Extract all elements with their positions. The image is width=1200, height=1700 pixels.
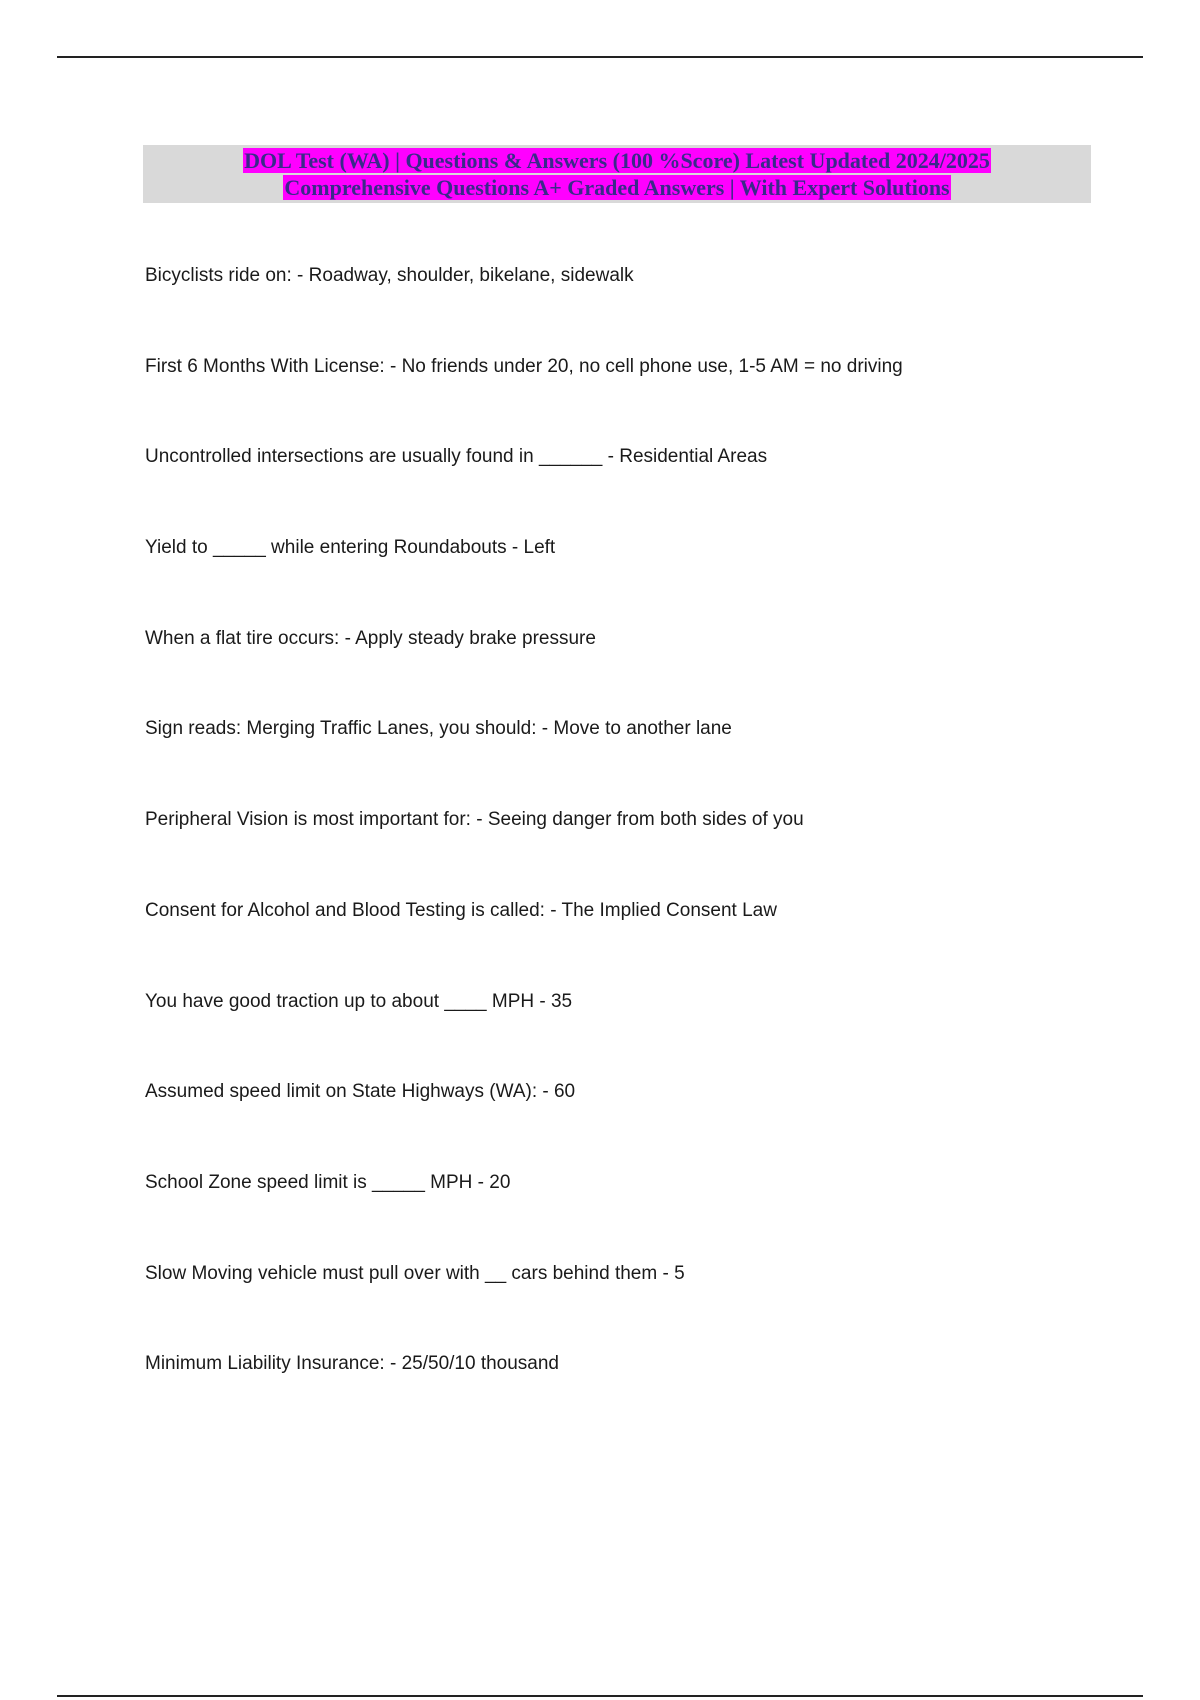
top-rule [57, 56, 1143, 58]
qa-item: Bicyclists ride on: - Roadway, shoulder, bikelane, sidewalk [145, 265, 634, 286]
bottom-rule [57, 1695, 1143, 1697]
qa-item: Peripheral Vision is most important for: - Seeing danger from both sides of you [145, 809, 804, 831]
qa-item: Sign reads: Merging Traffic Lanes, you should: - Move to another lane [145, 718, 732, 740]
qa-item: Yield to _____ while entering Roundabouts - Left [145, 537, 556, 559]
qa-item: Slow Moving vehicle must pull over with __ cars behind them - 5 [145, 1262, 685, 1284]
qa-item: When a flat tire occurs: - Apply steady brake pressure [145, 627, 596, 649]
qa-item: School Zone speed limit is _____ MPH - 20 [145, 1171, 511, 1193]
title-line-1: DOL Test (WA) | Questions & Answers (100 %Score) Latest Updated 2024/2025 [244, 148, 990, 173]
qa-item: First 6 Months With License: - No friends under 20, no cell phone use, 1-5 AM = no driving [145, 355, 903, 377]
qa-item: Uncontrolled intersections are usually found in ______ - Residential Areas [145, 446, 768, 468]
qa-item: Consent for Alcohol and Blood Testing is called: - The Implied Consent Law [145, 899, 777, 921]
qa-item: Minimum Liability Insurance: - 25/50/10 thousand [145, 1353, 560, 1375]
qa-item: You have good traction up to about ____ MPH - 35 [145, 990, 573, 1012]
question-answer-list [145, 262, 1145, 1441]
document-title-block [143, 145, 1091, 203]
qa-item: Assumed speed limit on State Highways (WA): - 60 [145, 1081, 576, 1103]
title-line-2: Comprehensive Questions A+ Graded Answers | With Expert Solutions [284, 175, 950, 200]
